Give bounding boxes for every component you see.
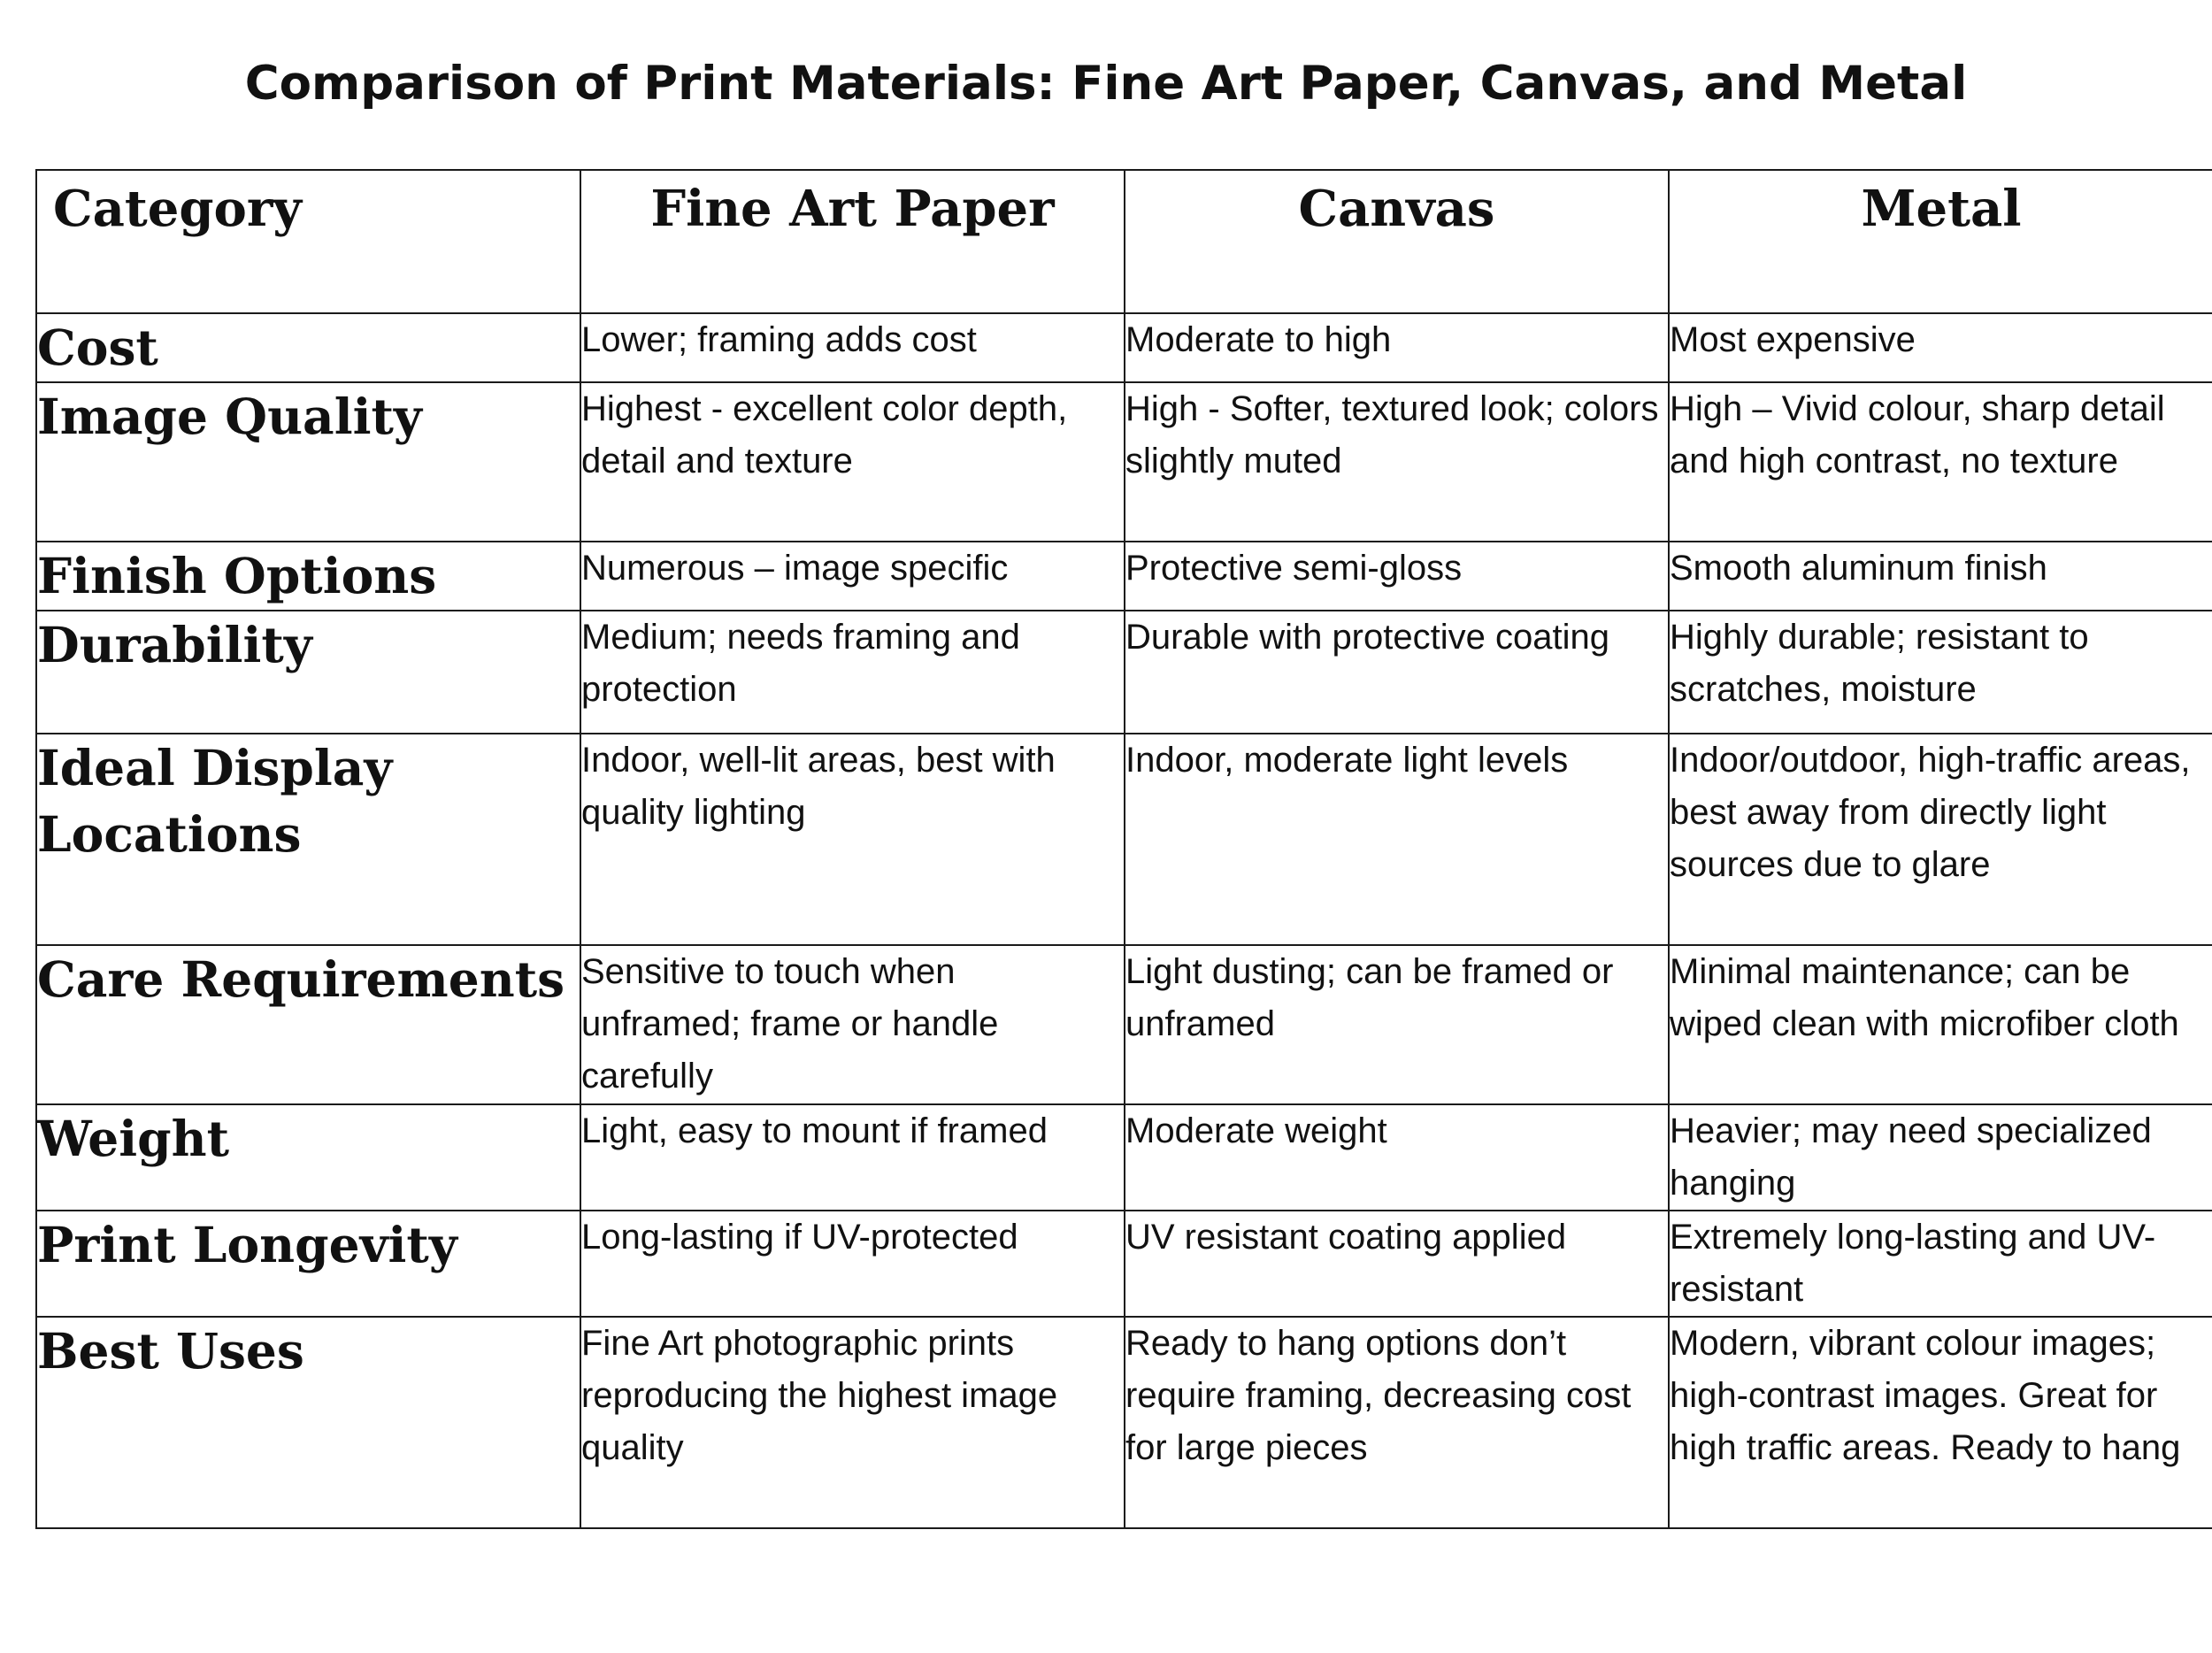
row-label: Durability bbox=[36, 611, 580, 734]
row-label: Weight bbox=[36, 1104, 580, 1211]
table-row-print-longevity bbox=[36, 1211, 2212, 1317]
cell-canvas: Durable with protective coating bbox=[1125, 611, 1669, 734]
table-row-best-uses bbox=[36, 1317, 2212, 1528]
cell-fine-art-paper: Numerous – image specific bbox=[580, 542, 1125, 611]
cell-canvas: Moderate weight bbox=[1125, 1104, 1669, 1211]
row-label: Finish Options bbox=[36, 542, 580, 611]
cell-metal: Modern, vibrant colour images; high-contrast images. Great for high traffic areas. Ready to hang bbox=[1669, 1317, 2212, 1528]
row-label: Ideal Display Locations bbox=[36, 734, 580, 945]
cell-fine-art-paper: Lower; framing adds cost bbox=[580, 313, 1125, 382]
cell-canvas: Indoor, moderate light levels bbox=[1125, 734, 1669, 945]
cell-metal: Highly durable; resistant to scratches, moisture bbox=[1669, 611, 2212, 734]
table-row-cost bbox=[36, 313, 2212, 382]
cell-metal: Indoor/outdoor, high-traffic areas, best away from directly light sources due to glare bbox=[1669, 734, 2212, 945]
row-label: Image Quality bbox=[36, 382, 580, 542]
cell-canvas: High - Softer, textured look; colors slightly muted bbox=[1125, 382, 1669, 542]
column-header-category: Category bbox=[36, 170, 580, 313]
table-row-durability bbox=[36, 611, 2212, 734]
cell-fine-art-paper: Light, easy to mount if framed bbox=[580, 1104, 1125, 1211]
cell-fine-art-paper: Fine Art photographic prints reproducing the highest image quality bbox=[580, 1317, 1125, 1528]
cell-canvas: Protective semi-gloss bbox=[1125, 542, 1669, 611]
cell-metal: Extremely long-lasting and UV-resistant bbox=[1669, 1211, 2212, 1317]
cell-fine-art-paper: Sensitive to touch when unframed; frame or handle carefully bbox=[580, 945, 1125, 1104]
table-row-finish-options bbox=[36, 542, 2212, 611]
cell-fine-art-paper: Highest - excellent color depth, detail and texture bbox=[580, 382, 1125, 542]
cell-canvas: Moderate to high bbox=[1125, 313, 1669, 382]
table-row-image-quality bbox=[36, 382, 2212, 542]
cell-fine-art-paper: Long-lasting if UV-protected bbox=[580, 1211, 1125, 1317]
table-row-weight bbox=[36, 1104, 2212, 1211]
row-label: Care Requirements bbox=[36, 945, 580, 1104]
page-title: Comparison of Print Materials: Fine Art Paper, Canvas, and Metal bbox=[244, 56, 1968, 111]
cell-fine-art-paper: Medium; needs framing and protection bbox=[580, 611, 1125, 734]
cell-metal: High – Vivid colour, sharp detail and high contrast, no texture bbox=[1669, 382, 2212, 542]
cell-metal: Heavier; may need specialized hanging bbox=[1669, 1104, 2212, 1211]
cell-fine-art-paper: Indoor, well-lit areas, best with quality lighting bbox=[580, 734, 1125, 945]
column-header-metal: Metal bbox=[1669, 170, 2212, 313]
column-header-canvas: Canvas bbox=[1125, 170, 1669, 313]
column-header-fine-art-paper: Fine Art Paper bbox=[580, 170, 1125, 313]
table-row-ideal-display-locations bbox=[36, 734, 2212, 945]
cell-canvas: UV resistant coating applied bbox=[1125, 1211, 1669, 1317]
row-label: Best Uses bbox=[36, 1317, 580, 1528]
row-label: Cost bbox=[36, 313, 580, 382]
cell-canvas: Light dusting; can be framed or unframed bbox=[1125, 945, 1669, 1104]
row-label: Print Longevity bbox=[36, 1211, 580, 1317]
table-header-row bbox=[36, 170, 2212, 313]
cell-metal: Minimal maintenance; can be wiped clean with microfiber cloth bbox=[1669, 945, 2212, 1104]
comparison-table bbox=[35, 169, 2212, 1529]
cell-metal: Smooth aluminum finish bbox=[1669, 542, 2212, 611]
cell-canvas: Ready to hang options don’t require framing, decreasing cost for large pieces bbox=[1125, 1317, 1669, 1528]
cell-metal: Most expensive bbox=[1669, 313, 2212, 382]
table-row-care-requirements bbox=[36, 945, 2212, 1104]
